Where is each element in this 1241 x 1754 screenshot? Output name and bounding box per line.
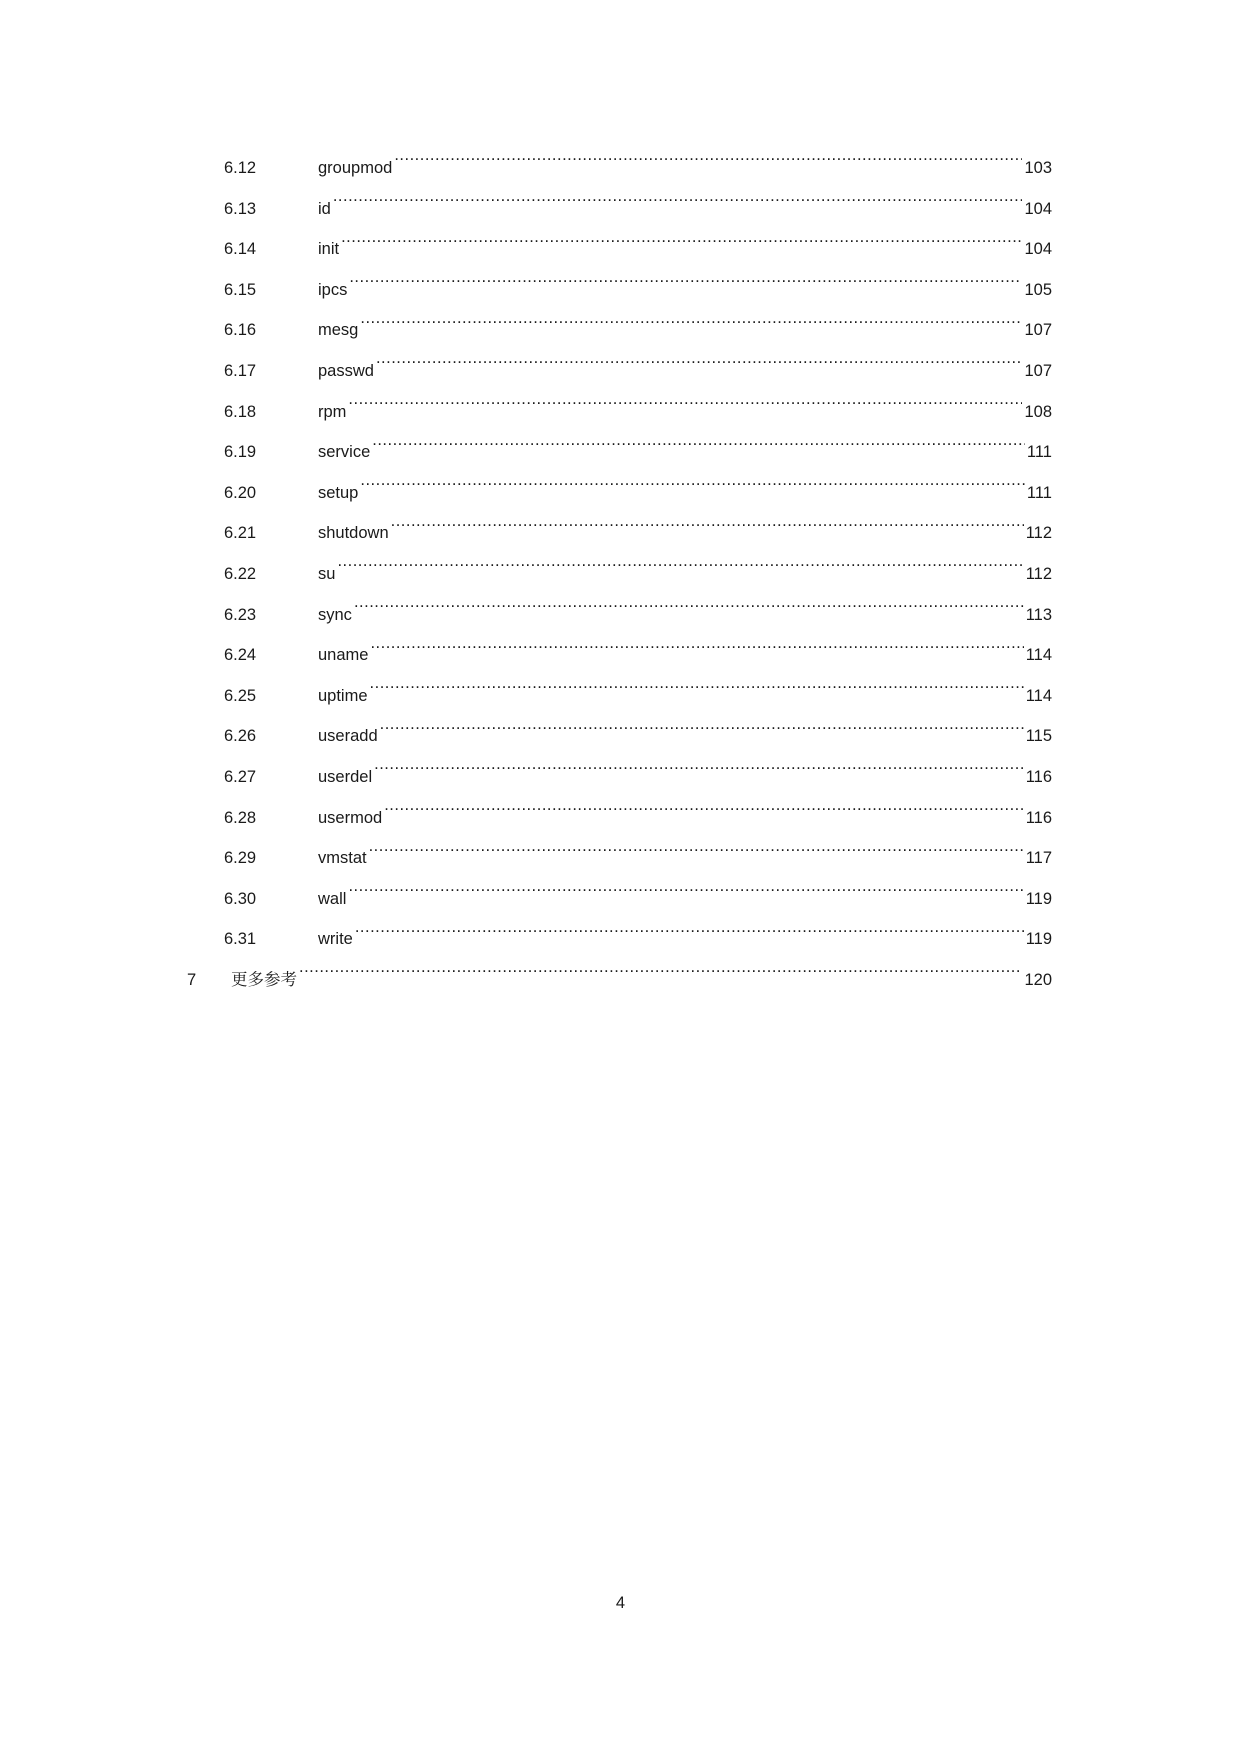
toc-entry-title: write bbox=[318, 930, 353, 949]
toc-dot-leader bbox=[384, 806, 1023, 823]
toc-entry[interactable] bbox=[0, 879, 1241, 920]
toc-entry-page: 119 bbox=[1025, 889, 1052, 908]
toc-entry-page: 103 bbox=[1024, 159, 1052, 177]
toc-entry[interactable] bbox=[0, 229, 1241, 270]
toc-dot-leader bbox=[376, 359, 1023, 376]
toc-dot-leader bbox=[360, 319, 1022, 336]
toc-entry-number: 6.31 bbox=[224, 930, 257, 949]
toc-entry-number: 7 bbox=[187, 970, 197, 989]
toc-entry[interactable] bbox=[0, 798, 1241, 839]
toc-entry-number: 6.20 bbox=[224, 483, 257, 502]
toc-entry-title: groupmod bbox=[318, 159, 393, 177]
toc-entry-number: 6.17 bbox=[224, 361, 257, 380]
toc-dot-leader bbox=[355, 928, 1024, 945]
toc-dot-leader bbox=[370, 684, 1024, 701]
toc-entry-number: 6.30 bbox=[224, 889, 257, 908]
toc-dot-leader bbox=[333, 197, 1023, 214]
toc-entry[interactable] bbox=[0, 432, 1241, 473]
toc-dot-leader bbox=[348, 887, 1023, 904]
toc-entry-number: 6.24 bbox=[224, 646, 257, 665]
toc-dot-leader bbox=[341, 238, 1022, 255]
toc-entry-number: 6.25 bbox=[224, 686, 257, 705]
toc-entry-page: 119 bbox=[1025, 930, 1052, 949]
toc-dot-leader bbox=[372, 441, 1025, 458]
toc-entry-number: 6.14 bbox=[224, 240, 257, 259]
toc-entry[interactable] bbox=[0, 595, 1241, 636]
toc-entry[interactable] bbox=[0, 676, 1241, 717]
toc-entry-page: 111 bbox=[1026, 443, 1052, 462]
toc-entry[interactable] bbox=[0, 189, 1241, 230]
toc-dot-leader bbox=[374, 765, 1024, 782]
toc-entry-chapter[interactable] bbox=[0, 960, 1241, 1001]
toc-entry-title: mesg bbox=[318, 321, 359, 340]
toc-entry[interactable] bbox=[0, 635, 1241, 676]
toc-entry-page: 116 bbox=[1025, 808, 1052, 827]
toc-dot-leader bbox=[337, 562, 1023, 579]
toc-entry-number: 6.29 bbox=[224, 849, 257, 868]
toc-entry[interactable] bbox=[0, 919, 1241, 960]
toc-dot-leader bbox=[349, 278, 1022, 295]
toc-entry-page: 116 bbox=[1025, 767, 1052, 786]
toc-entry-page: 113 bbox=[1025, 605, 1052, 624]
toc-entry-number: 6.12 bbox=[224, 159, 257, 177]
toc-entry-number: 6.26 bbox=[224, 727, 257, 746]
toc-entry-number: 6.19 bbox=[224, 443, 257, 462]
toc-entry-number: 6.22 bbox=[224, 564, 257, 583]
toc-entry-number: 6.28 bbox=[224, 808, 257, 827]
toc-entry-number: 6.15 bbox=[224, 280, 257, 299]
toc-entry-title: uname bbox=[318, 646, 369, 665]
toc-entry-title: rpm bbox=[318, 402, 347, 421]
toc-entry[interactable] bbox=[0, 473, 1241, 514]
toc-entry-number: 6.13 bbox=[224, 199, 257, 218]
toc-entry-page: 107 bbox=[1024, 361, 1052, 380]
toc-entry-title: userdel bbox=[318, 767, 373, 786]
toc-dot-leader bbox=[391, 522, 1024, 539]
toc-entry-page: 108 bbox=[1024, 402, 1052, 421]
toc-entry[interactable] bbox=[0, 148, 1241, 189]
toc-entry-title: vmstat bbox=[318, 849, 367, 868]
toc-entry-page: 112 bbox=[1025, 524, 1052, 543]
toc-dot-leader bbox=[360, 481, 1025, 498]
toc-entry[interactable] bbox=[0, 757, 1241, 798]
toc-entry[interactable] bbox=[0, 513, 1241, 554]
toc-dot-leader bbox=[394, 157, 1022, 174]
toc-dot-leader bbox=[299, 968, 1022, 985]
toc-entry-title: id bbox=[318, 199, 331, 218]
toc-entry[interactable] bbox=[0, 716, 1241, 757]
toc-entry-page: 107 bbox=[1024, 321, 1052, 340]
toc-entry-page: 111 bbox=[1026, 483, 1052, 502]
page-number: 4 bbox=[615, 1594, 626, 1612]
toc-entry-number: 6.21 bbox=[224, 524, 257, 543]
toc-entry-page: 115 bbox=[1025, 727, 1052, 746]
toc-entry-page: 104 bbox=[1024, 199, 1052, 218]
table-of-contents bbox=[0, 148, 1241, 1000]
toc-entry-title: ipcs bbox=[318, 280, 348, 299]
toc-entry-number: 6.23 bbox=[224, 605, 257, 624]
toc-entry-title: su bbox=[318, 564, 336, 583]
toc-entry-title: init bbox=[318, 240, 340, 259]
toc-dot-leader bbox=[380, 725, 1024, 742]
toc-entry-title: useradd bbox=[318, 727, 378, 746]
toc-entry-title: 更多参考 bbox=[231, 970, 297, 989]
toc-entry[interactable] bbox=[0, 310, 1241, 351]
toc-entry-page: 105 bbox=[1024, 280, 1052, 299]
toc-entry[interactable] bbox=[0, 351, 1241, 392]
toc-entry-title: usermod bbox=[318, 808, 383, 827]
toc-entry-title: shutdown bbox=[318, 524, 389, 543]
toc-dot-leader bbox=[370, 644, 1023, 661]
toc-entry-title: passwd bbox=[318, 361, 374, 380]
toc-dot-leader bbox=[354, 603, 1024, 620]
toc-dot-leader bbox=[369, 847, 1024, 864]
toc-entry[interactable] bbox=[0, 838, 1241, 879]
toc-entry-page: 117 bbox=[1025, 849, 1052, 868]
toc-entry-page: 114 bbox=[1025, 646, 1052, 665]
toc-entry-page: 114 bbox=[1025, 686, 1052, 705]
toc-entry-page: 120 bbox=[1024, 970, 1052, 989]
toc-entry-number: 6.16 bbox=[224, 321, 257, 340]
toc-entry[interactable] bbox=[0, 270, 1241, 311]
toc-entry-title: uptime bbox=[318, 686, 368, 705]
toc-entry-number: 6.27 bbox=[224, 767, 257, 786]
toc-entry[interactable] bbox=[0, 392, 1241, 433]
toc-dot-leader bbox=[348, 400, 1022, 417]
toc-entry-title: setup bbox=[318, 483, 359, 502]
toc-entry-title: sync bbox=[318, 605, 352, 624]
toc-entry-title: service bbox=[318, 443, 371, 462]
toc-entry-page: 112 bbox=[1025, 564, 1052, 583]
toc-entry-page: 104 bbox=[1024, 240, 1052, 259]
toc-entry-number: 6.18 bbox=[224, 402, 257, 421]
toc-entry[interactable] bbox=[0, 554, 1241, 595]
toc-entry-title: wall bbox=[318, 889, 347, 908]
